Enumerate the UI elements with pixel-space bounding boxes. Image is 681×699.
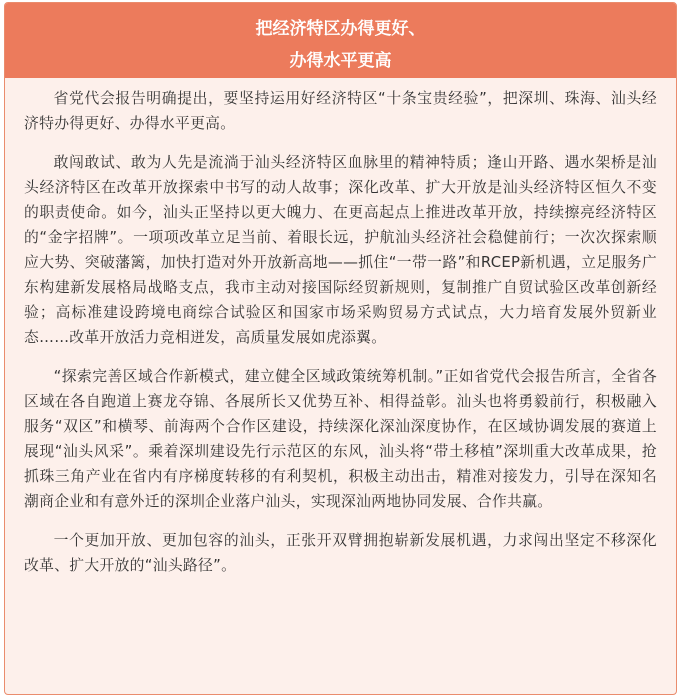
card-header: [5, 3, 676, 78]
article-body: [24, 86, 657, 578]
header-title-line-2: 办得水平更高: [289, 51, 392, 71]
article-card: [4, 2, 677, 695]
paragraph-4: 一个更加开放、更加包容的汕头，正张开双臂拥抱崭新发展机遇，力求闯出坚定不移深化改革、扩大开放的“汕头路径”。: [24, 532, 657, 574]
paragraph-2: 敢闯敢试、敢为人先是流淌于汕头经济特区血脉里的精神特质；逢山开路、遇水架桥是汕头经济特区在改革开放探索中书写的动人故事；深化改革、扩大开放是汕头经济特区恒久不变的职责使命。如今，汕头正坚持以更大魄力、在更高起点上推进改革开放，持续擦亮经济特区的“金字招牌”。一项项改革立足当前、着眼长远，护航汕头经济社会稳健前行；一次次探索顺应大势、突破藩篱，加快打造对外开放新高地——抓住“一带一路”和RCEP新机遇，立足服务广东构建新发展格局战略支点，我市主动对接国际经贸新规则，复制推广自贸试验区改革创新经验；高标准建设跨境电商综合试验区和国家市场采购贸易方式试点，大力培育发展外贸新业态……改革开放活力竞相迸发，高质量发展如虎添翼。: [24, 154, 657, 346]
paragraph-3: “探索完善区域合作新模式，建立健全区域政策统筹机制。”正如省党代会报告所言，全省各区域在各自跑道上赛龙夺锦、各展所长又优势互补、相得益彰。汕头也将勇毅前行，积极融入服务“双区”和横琴、前海两个合作区建设，持续深化深汕深度协作，在区域协调发展的赛道上展现“汕头风采”。乘着深圳建设先行示范区的东风，汕头将“带土移植”深圳重大改革成果，抢抓珠三角产业在省内有序梯度转移的有利契机，积极主动出击，精准对接发力，引导在深知名潮商企业和有意外迁的深圳企业落户汕头，实现深汕两地协同发展、合作共赢。: [24, 368, 657, 510]
header-title-line-1: 把经济特区办得更好、: [255, 19, 426, 39]
paragraph-1: 省党代会报告明确提出，要坚持运用好经济特区“十条宝贵经验”，把深圳、珠海、汕头经济特办得更好、办得水平更高。: [24, 90, 657, 132]
